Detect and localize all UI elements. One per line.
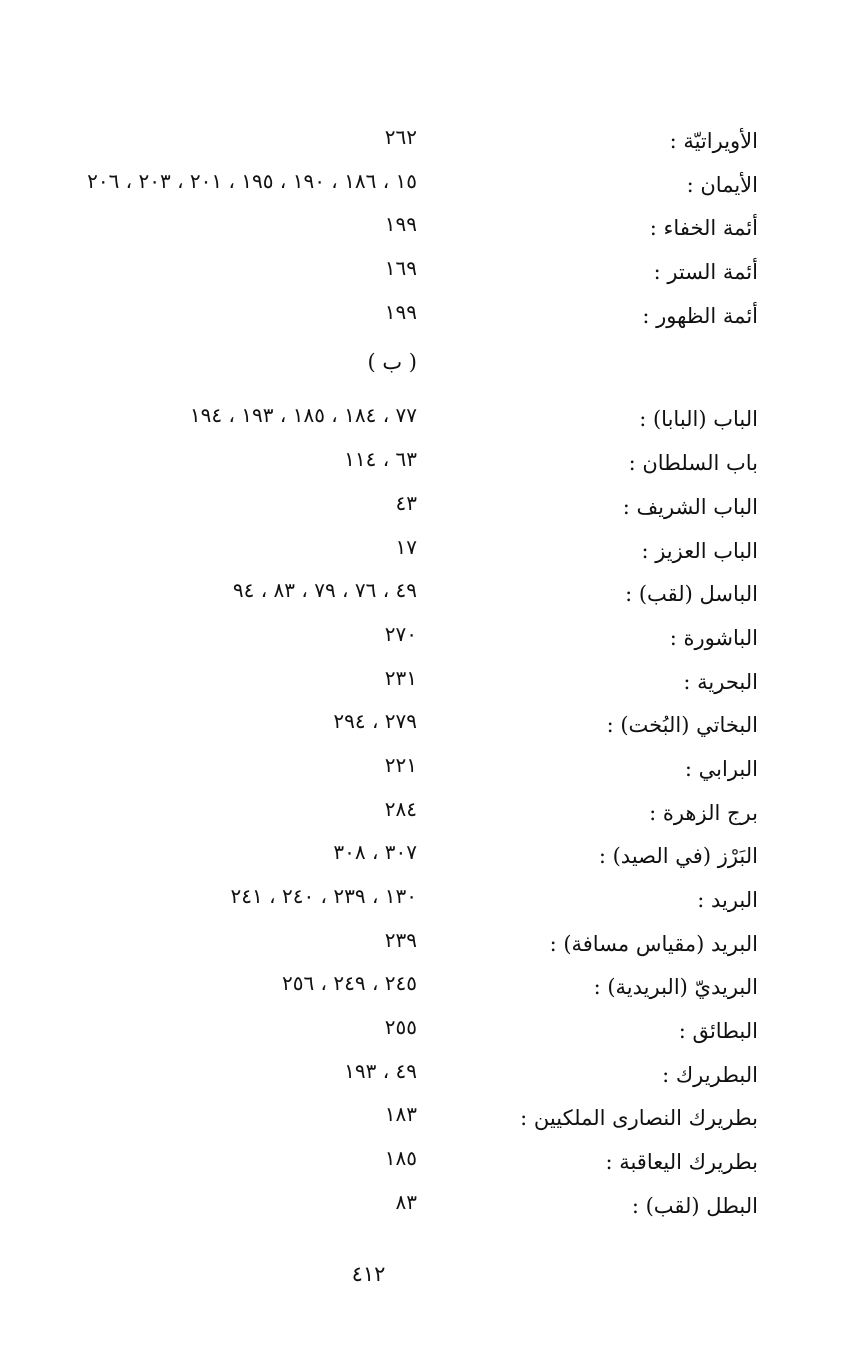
index-entry (0, 449, 849, 493)
index-entry (0, 711, 849, 755)
entry-pages: ١٣٠ ، ٢٣٩ ، ٢٤٠ ، ٢٤١ (230, 884, 417, 908)
index-entry (0, 258, 849, 302)
index-entry (0, 490, 849, 537)
index-entry (0, 534, 849, 581)
index-entry (0, 1017, 849, 1061)
index-entry (0, 299, 849, 346)
entry-pages: ٢٤٥ ، ٢٤٩ ، ٢٥٦ (281, 971, 417, 996)
page-number (0, 1262, 849, 1286)
entry-pages: ٢٧٠ (384, 621, 417, 646)
entry-term: البحرية : (683, 669, 758, 694)
index-entry (0, 842, 849, 886)
entry-pages: ١٥ ، ١٨٦ ، ١٩٠ ، ١٩٥ ، ٢٠١ ، ٢٠٣ ، ٢٠٦ (87, 168, 417, 193)
index-entry (0, 621, 849, 668)
entry-pages: ٢٨٤ (384, 796, 417, 821)
entry-pages: ٧٧ ، ١٨٤ ، ١٨٥ ، ١٩٣ ، ١٩٤ (189, 403, 417, 428)
entry-term: البَرْز (في الصيد) : (598, 844, 758, 869)
entry-term: الباسل (لقب) : (625, 582, 758, 607)
entry-pages: ٤٩ ، ٧٦ ، ٧٩ ، ٨٣ ، ٩٤ (232, 578, 417, 603)
entry-pages: ٢٣١ (384, 665, 417, 690)
entry-term: البريد (مقياس مسافة) : (549, 931, 758, 956)
entry-pages: ٨٣ (395, 1189, 417, 1214)
entry-pages: ٢٣٩ (384, 927, 417, 952)
entry-pages: ٤٣ (395, 490, 417, 515)
entry-pages: ١٩٩ (384, 212, 417, 237)
entry-pages: ٢٥٥ (384, 1015, 417, 1040)
index-entry (0, 973, 849, 1017)
entry-term: باب السلطان : (628, 451, 758, 476)
entry-term: البطل (لقب) : (631, 1193, 758, 1218)
entry-term: البطائق : (678, 1019, 758, 1044)
index-entry (0, 127, 849, 171)
entry-term: البخاتي (البُخت) : (606, 713, 758, 738)
index-entry (0, 1058, 849, 1105)
entry-pages: ١٨٣ (384, 1102, 417, 1127)
entry-term: الباشورة : (669, 625, 758, 650)
index-entry (0, 405, 849, 449)
page-number-text: ٤١٢ (351, 1262, 386, 1286)
entry-pages: ٢٢١ (384, 752, 417, 777)
entry-pages: ١٦٩ (384, 256, 417, 281)
entry-pages: ١٨٥ (384, 1146, 417, 1171)
entry-term: أئمة الستر : (653, 260, 758, 285)
index-entry (0, 214, 849, 258)
entry-term: أئمة الخفاء : (649, 216, 758, 241)
entry-term: الباب العزيز : (641, 538, 758, 563)
entry-pages: ٤٩ ، ١٩٣ (344, 1058, 417, 1083)
entry-term: البريديّ (البريدية) : (593, 975, 758, 1000)
index-entry (0, 1189, 849, 1236)
entry-term: بطريرك النصارى الملكيين : (520, 1106, 758, 1131)
entry-pages: ١٧ (395, 534, 417, 559)
entry-group-ba (0, 405, 849, 1235)
entry-term: برج الزهرة : (649, 800, 758, 825)
entry-group-alif (0, 127, 849, 345)
entry-term: بطريرك اليعاقبة : (605, 1150, 758, 1175)
index-entry (0, 1104, 849, 1148)
entry-pages: ٢٦٢ (384, 125, 417, 149)
index-entry (0, 796, 849, 843)
entry-pages: ٢٧٩ ، ٢٩٤ (333, 709, 417, 734)
entry-term: الباب (البابا) : (639, 407, 758, 432)
entry-pages: ١٩٩ (384, 299, 417, 324)
entry-term: الباب الشريف : (622, 494, 758, 519)
index-entry (0, 886, 849, 930)
entry-term: الأويراتيّة : (669, 129, 758, 153)
entry-term: الأيمان : (686, 172, 758, 197)
entry-term: أئمة الظهور : (642, 303, 758, 328)
index-entry (0, 752, 849, 799)
entry-term: البطريرك : (662, 1062, 758, 1087)
index-entry (0, 665, 849, 712)
index-entry (0, 580, 849, 624)
entry-pages: ٦٣ ، ١١٤ (344, 447, 417, 472)
index-entry (0, 1148, 849, 1192)
index-entry (0, 168, 849, 215)
section-heading-ba: ( ب ) (367, 350, 417, 375)
index-entry (0, 927, 849, 974)
index-entries (0, 127, 849, 1236)
section-row (0, 345, 849, 405)
entry-term: البريد : (697, 888, 758, 912)
entry-pages: ٣٠٧ ، ٣٠٨ (333, 840, 417, 865)
entry-term: البرابي : (684, 756, 758, 781)
